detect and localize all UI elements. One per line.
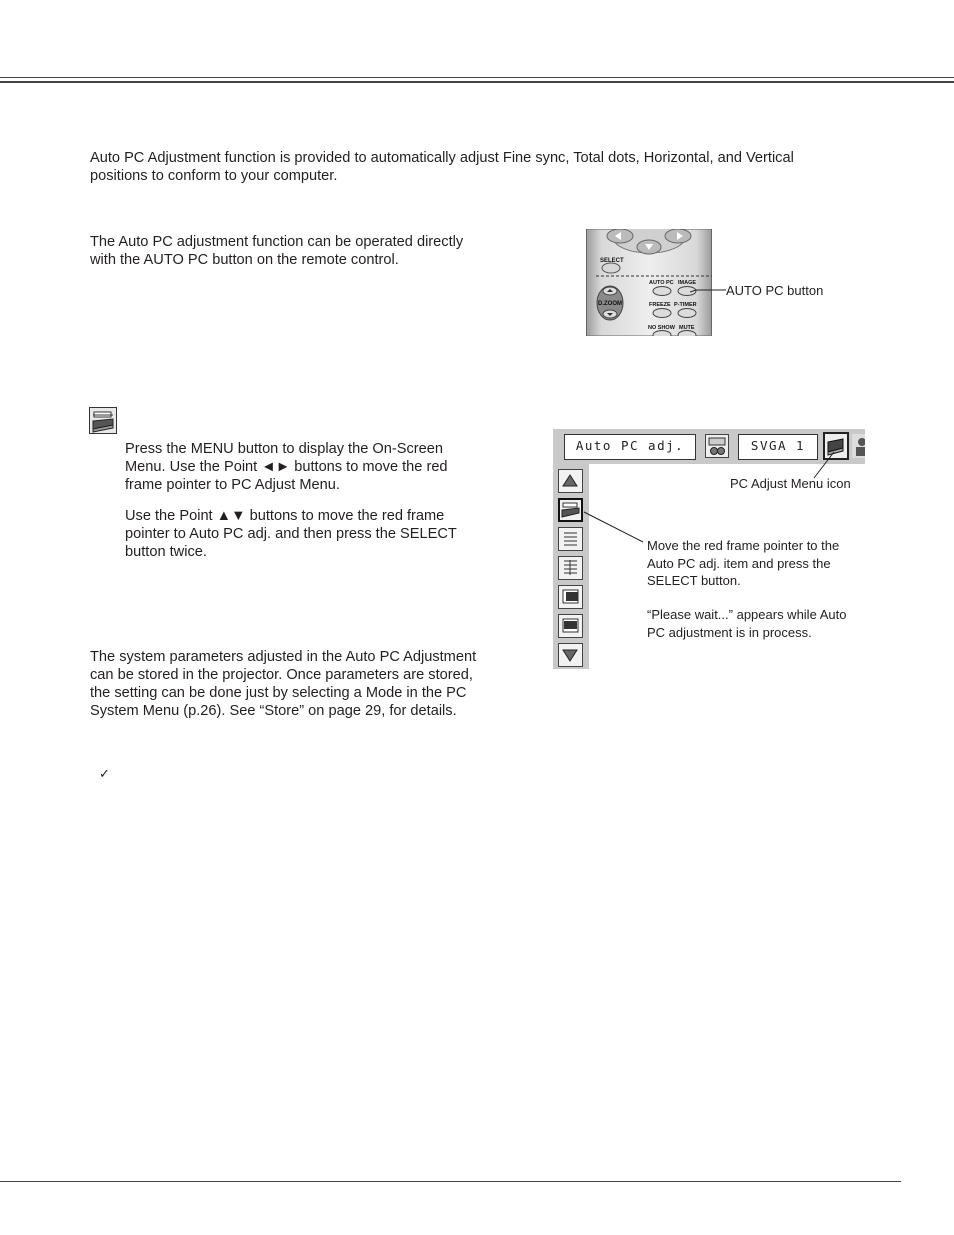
note1-line: Move the red frame pointer to the <box>647 538 840 553</box>
horizontal-position-icon <box>558 585 583 609</box>
note1-line: Auto PC adj. item and press the <box>647 555 831 571</box>
autopc-callout-label: AUTO PC button <box>726 283 824 298</box>
scroll-down-icon <box>558 643 583 667</box>
intro-line: Auto PC Adjustment function is provided to automatically adjust Fine sync, Total dots, Horizontal, and Vertical <box>90 150 794 166</box>
note1-line: SELECT button. <box>647 573 741 588</box>
step2-paragraph <box>125 507 457 561</box>
header-rule-thin <box>0 77 954 78</box>
osd-mode-label: SVGA 1 <box>738 434 818 460</box>
intro-line: positions to conform to your computer. <box>90 168 338 184</box>
ptimer-label: P-TIMER <box>674 302 697 308</box>
step2-line: pointer to Auto PC adj. and then press the SELECT <box>125 526 457 542</box>
auto-pc-adj-callout-line <box>583 510 645 544</box>
store-line: System Menu (p.26). See “Store” on page 29, for details. <box>90 703 457 719</box>
remote-control-svg <box>586 229 712 336</box>
scroll-up-icon <box>558 469 583 493</box>
next-menu-icon-partial <box>852 434 865 458</box>
total-dots-icon <box>558 556 583 580</box>
freeze-label: FREEZE <box>649 302 671 308</box>
auto-pc-adj-icon <box>558 498 583 522</box>
step1-line: Menu. Use the Point ◄► buttons to move the red <box>125 459 448 475</box>
osd-item-label: Auto PC adj. <box>564 434 696 460</box>
pc-adjust-menu-icon <box>89 407 117 434</box>
autopc-label: AUTO PC <box>649 280 674 286</box>
noshow-label: NO SHOW <box>648 325 675 331</box>
select-label: SELECT <box>600 258 624 264</box>
mute-label: MUTE <box>679 325 695 331</box>
fine-sync-icon <box>558 527 583 551</box>
direct-operation-paragraph <box>90 233 463 269</box>
store-paragraph <box>90 648 476 720</box>
pc-adjust-icon <box>89 407 117 434</box>
direct-line: The Auto PC adjustment function can be operated directly <box>90 234 464 250</box>
osd-note-2 <box>647 606 865 641</box>
store-line: the setting can be done just by selecting a Mode in the PC <box>90 685 467 701</box>
store-line: can be stored in the projector. Once parameters are stored, <box>90 667 473 683</box>
direct-line: with the AUTO PC button on the remote control. <box>90 252 399 268</box>
header-rule-thick <box>0 81 954 83</box>
source-icon-svg <box>706 435 728 457</box>
check-mark-icon: ✓ <box>99 767 110 782</box>
remote-control-illustration <box>586 229 712 336</box>
step2-line: Use the Point ▲▼ buttons to move the red frame <box>125 508 445 524</box>
step1-line: frame pointer to PC Adjust Menu. <box>125 477 340 493</box>
dzoom-label: D.ZOOM <box>598 301 622 307</box>
note2-line: PC adjustment is in process. <box>647 624 812 640</box>
person-icon <box>852 434 865 458</box>
image-label: IMAGE <box>678 280 697 286</box>
step1-line: Press the MENU button to display the On-Screen <box>125 441 443 457</box>
osd-sidebar <box>553 464 589 669</box>
input-source-icon <box>705 434 729 458</box>
autopc-callout-line <box>690 284 730 294</box>
vertical-position-icon <box>558 614 583 638</box>
store-line: The system parameters adjusted in the Auto PC Adjustment <box>90 649 477 665</box>
pc-adjust-icon-callout-label: PC Adjust Menu icon <box>730 476 851 491</box>
footer-rule <box>0 1181 901 1182</box>
osd-note-1 <box>647 537 865 590</box>
step1-paragraph <box>125 440 448 494</box>
step2-line: button twice. <box>125 544 207 560</box>
note2-line: “Please wait...” appears while Auto <box>647 607 847 622</box>
intro-paragraph <box>90 149 794 185</box>
